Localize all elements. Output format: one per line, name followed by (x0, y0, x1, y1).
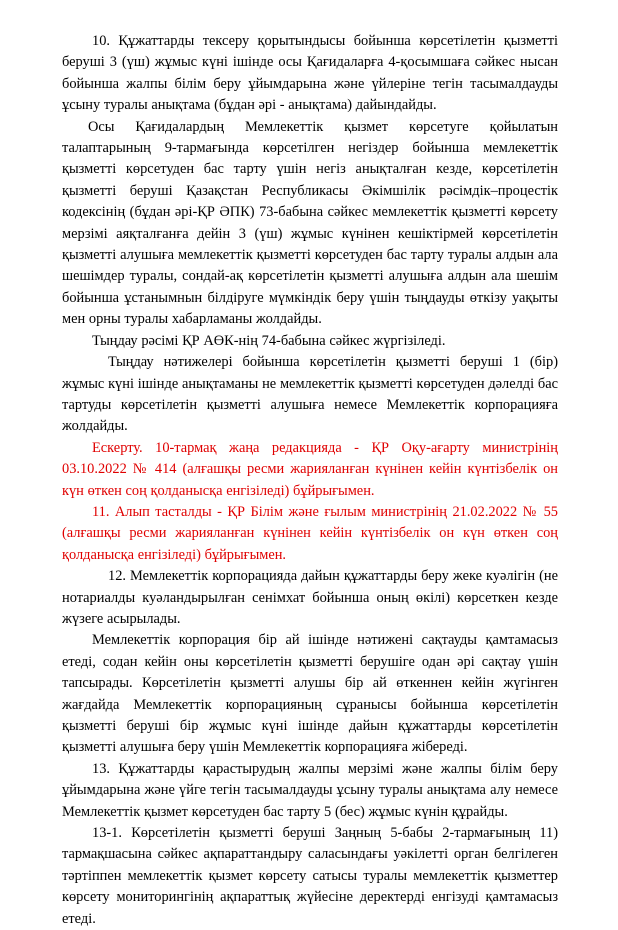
paragraph-tyndau-natijeleri: Тыңдау нәтижелері бойынша көрсетілетін қызметті беруші 1 (бір) жұмыс күні ішінде анықтаманы не мемлекеттік қызметті көрсетуден дәлелді бас тартуды көрсетілетін қызметті алушыға немесе Мемлекеттік корпорацияға жолдайды. (62, 354, 558, 435)
paragraph-osy-qagidalardyn: Осы Қағидалардың Мемлекеттік қызмет көрсетуге қойылатын талаптарының 9-тармағында көрсетілген негіздер бойынша мемлекеттік қызметті көрсетуден бас тарту үшін негіз анықталған кезде, көрсетілетін қызметті беруші Қазақстан Республикасы Әкімшілік рәсімдік–процестік кодексінің (бұдан әрі-ҚР ӘПК) 73-бабына сәйкес мемлекеттік қызметті көрсету мерзімі аяқталғанға дейін 3 (үш) жұмыс күнінен кешіктірмей көрсетілетін қызметті алушыға мемлекеттік қызметті көрсетуден бас тарту туралы алдын ала шешімдер туралы, сондай-ақ көрсетілетін қызметті алушыға алдын ала шешім бойынша ұстанымнын білдіруге мүмкіндік беру үшін тыңдауды өткізу уақыты мен орны туралы хабарламаны жолдайды. (62, 118, 558, 328)
paragraph-10: 10. Құжаттарды тексеру қорытындысы бойынша көрсетілетін қызметті беруші 3 (үш) жұмыс күні ішінде осы Қағидаларға 4-қосымшаға сәйкес нысан бойынша жалпы білім беру ұйымдарына және үйлеріне тегін тасымалдауды ұсыну туралы анықтама (бұдан әрі - анықтама) дайындайды. (62, 33, 558, 114)
paragraph-tyndau-rasimi: Тыңдау рәсімі ҚР АӨК-нің 74-бабына сәйкес жүргізіледі. (92, 332, 446, 349)
amendment-note-paragraph-11: 11. Алып тасталды - ҚР Білім және ғылым министрінің 21.02.2022 № 55 (алғашқы ресми жарияланған күнінен кейін күнтізбелік он күн өткен соң қолданысқа енгізіледі) бұйрығымен. (62, 503, 558, 563)
paragraph-13: 13. Құжаттарды қарастырудың жалпы мерзімі және жалпы білім беру ұйымдарына және үйге тегін тасымалдауды ұсыну туралы анықтама алу немесе Мемлекеттік қызмет көрсетуден бас тарту 5 (бес) жұмыс күнін құрайды. (62, 760, 558, 820)
document-body (62, 31, 558, 930)
paragraph-memlekettik-korporaciya: Мемлекеттік корпорация бір ай ішінде нәтижені сақтауды қамтамасыз етеді, содан кейін оны көрсетілетін қызметті берушіге одан әрі сақтау үшін тапсырады. Көрсетілетін қызметті алушы бір ай өткеннен кейін жүгінген жағдайда Мемлекеттік корпорацияның сұранысы бойынша көрсетілетін қызметті беруші бір жұмыс күні ішінде дайын құжаттарды көрсетілетін қызметті алушыға беру үшін Мемлекеттік корпорацияға жібереді. (62, 632, 558, 756)
amendment-note-paragraph-10: Ескерту. 10-тармақ жаңа редакцияда - ҚР Оқу-ағарту министрінің 03.10.2022 № 414 (алғашқы ресми жарияланған күнінен кейін күнтізбелік он күн өткен соң қолданысқа енгізіледі) бұйрығымен. (62, 439, 558, 499)
paragraph-12: 12. Мемлекеттік корпорацияда дайын құжаттарды беру жеке куәлігін (не нотариалды куәландырылған сенімхат бойынша оның өкілі) көрсеткен кезде жүзеге асырылады. (62, 568, 558, 627)
paragraph-13-1: 13-1. Көрсетілетін қызметті беруші Заңның 5-бабы 2-тармағының 11) тармақшасына сәйкес ақпараттандыру саласындағы уәкілетті орган белгілеген тәртіппен мемлекеттік қызмет көрсету сатысы туралы мемлекеттік қызметтер көрсету мониторингінің ақпараттық жүйесіне деректерді енгізуді қамтамасыз етеді. (62, 825, 558, 927)
